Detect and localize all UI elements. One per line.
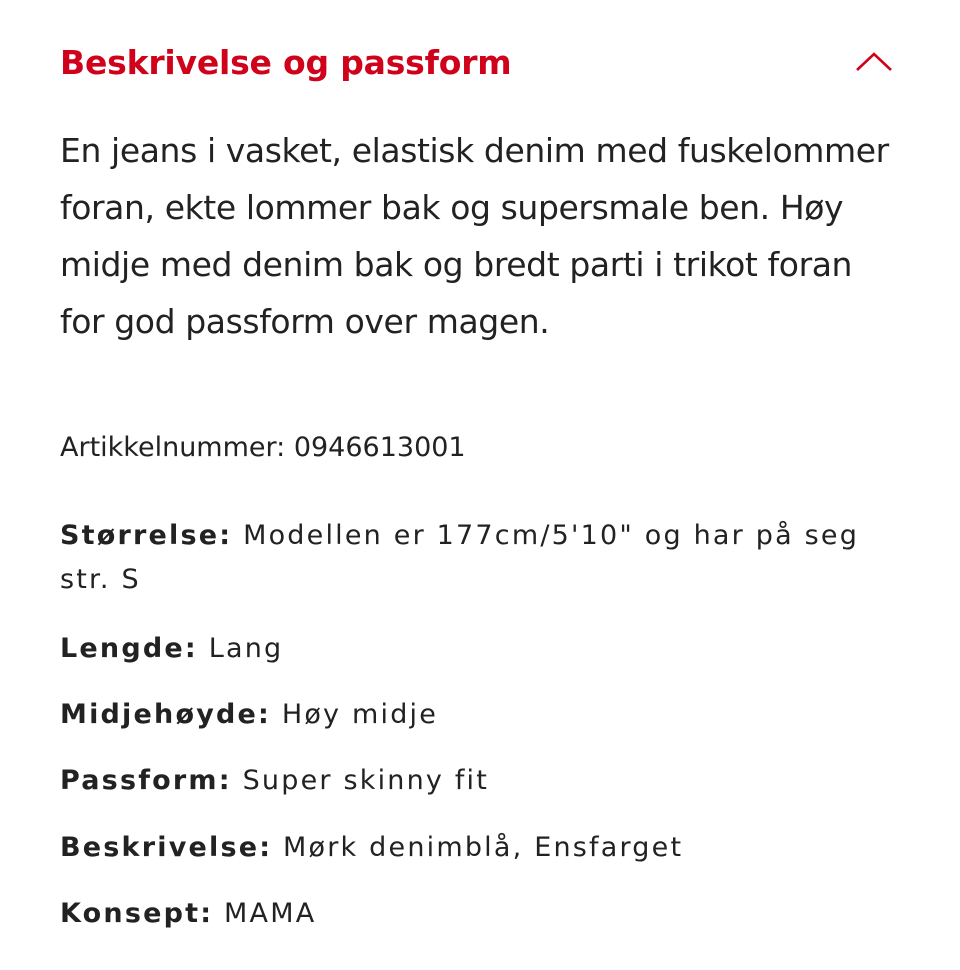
chevron-up-icon[interactable] (852, 40, 896, 84)
section-title: Beskrivelse og passform (60, 42, 512, 82)
attribute-label: Midjehøyde: (60, 699, 272, 730)
attribute-label: Lengde: (60, 633, 198, 664)
attribute-value: Lang (208, 633, 284, 664)
attribute-fit (60, 759, 910, 803)
attribute-value: Høy midje (281, 699, 439, 730)
attribute-value: Mørk denimblå, Ensfarget (283, 832, 684, 863)
attribute-value: MAMA (224, 898, 317, 929)
attribute-label: Passform: (60, 765, 232, 796)
attribute-value: Super skinny fit (242, 765, 490, 796)
attribute-concept (60, 892, 910, 936)
product-description: En jeans i vasket, elastisk denim med fuskelommer foran, ekte lommer bak og supersmale ben. Høy midje med denim bak og bredt parti i trikot foran for god passform over magen. (60, 131, 889, 341)
attribute-value: Modellen er 177cm/5'10" og har på seg str. S (60, 520, 860, 595)
attribute-waist-rise (60, 693, 910, 737)
attribute-length (60, 627, 910, 671)
article-number: Artikkelnummer: 0946613001 (60, 432, 466, 463)
accordion-header[interactable] (60, 30, 900, 94)
attribute-label: Størrelse: (60, 520, 233, 551)
attribute-label: Konsept: (60, 898, 214, 929)
attribute-color-description (60, 826, 910, 870)
attribute-label: Beskrivelse: (60, 832, 273, 863)
attribute-size (60, 514, 910, 602)
